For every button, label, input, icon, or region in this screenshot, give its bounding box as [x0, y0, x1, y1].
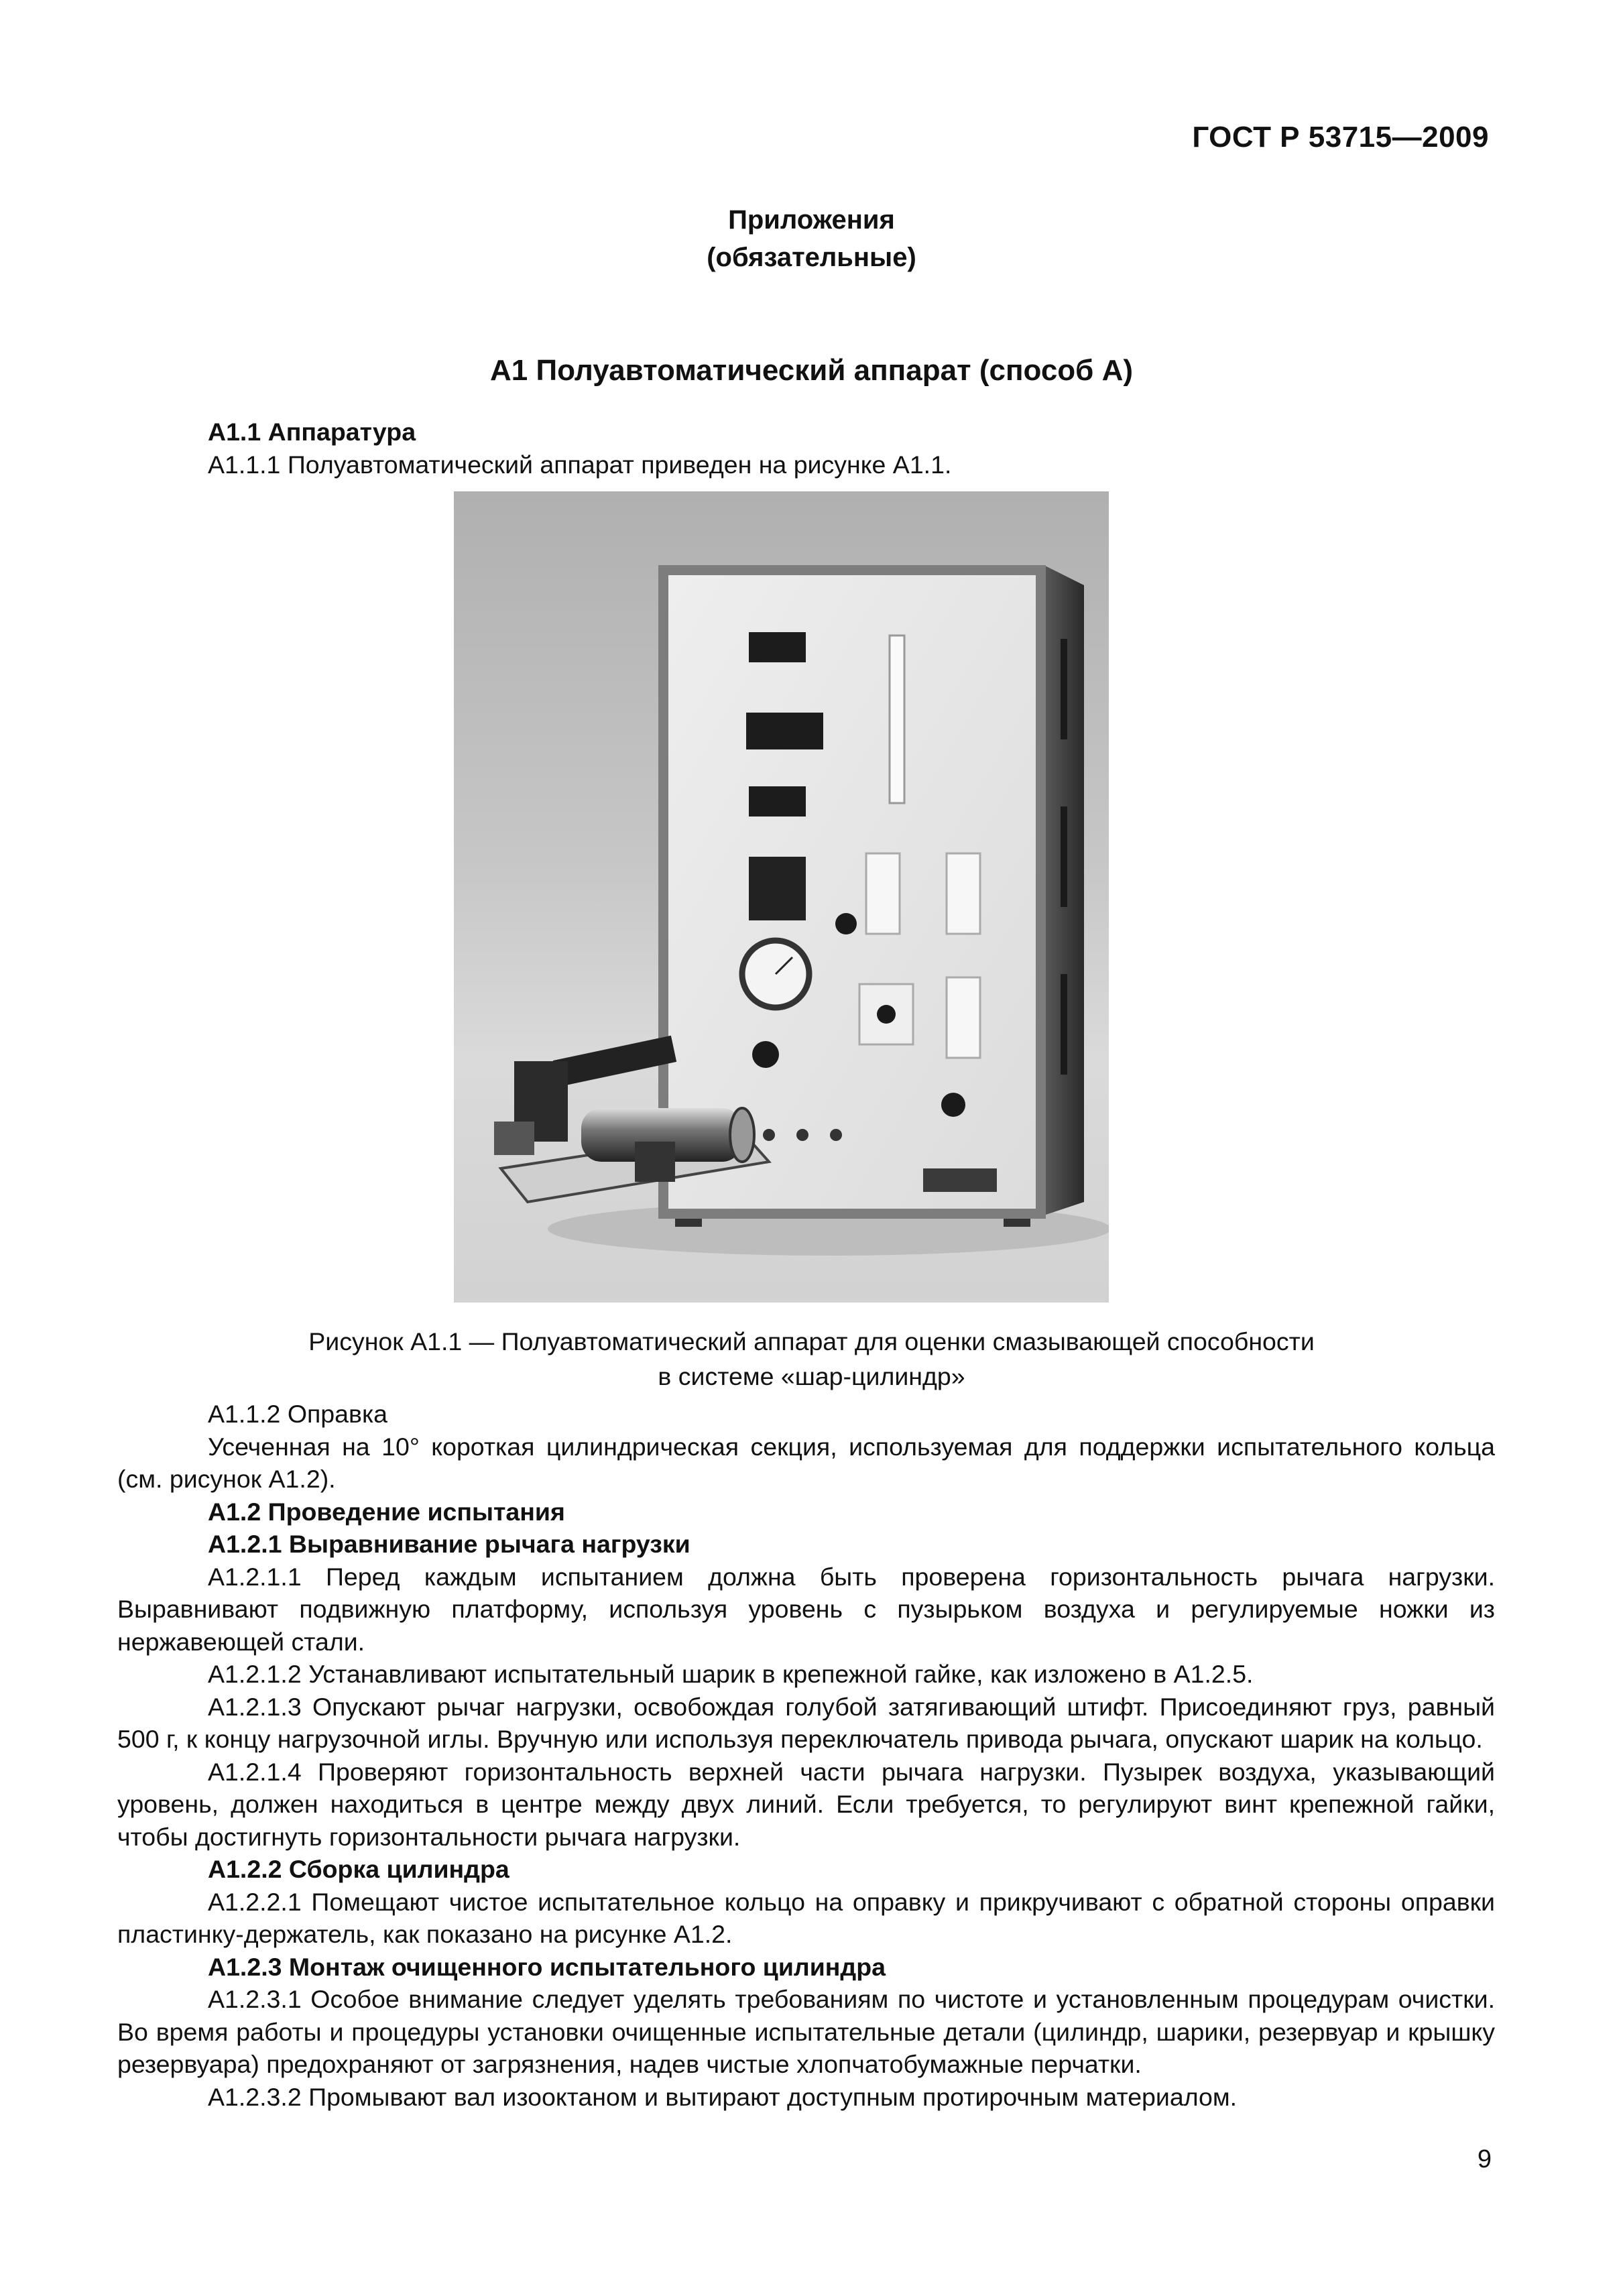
cabinet-foot — [675, 1219, 702, 1227]
display-middle — [746, 713, 823, 749]
selector-knob — [877, 1005, 896, 1024]
paragraph: А1.2.1.2 Устанавливают испытательный шарик в крепежной гайке, как изложено в А1.2.5. — [208, 1660, 1254, 1688]
paragraph: А1.2.2.1 Помещают чистое испытательное кольцо на оправку и прикручивают с обратной стороны оправки пластинку-держатель, как показано на рисунке А1.2. — [117, 1887, 1495, 1948]
controller-unit — [749, 857, 806, 920]
toggle-switch — [763, 1129, 775, 1141]
appendix-heading — [0, 201, 1623, 276]
load-weight — [494, 1122, 534, 1155]
figure-caption-line1: Рисунок А1.1 — Полуавтоматический аппарат для оценки смазывающей способности — [308, 1327, 1315, 1355]
intro-block — [117, 416, 1495, 481]
display-top — [749, 632, 806, 662]
figure-caption — [0, 1324, 1623, 1394]
intro-heading: А1.1 Аппаратура — [208, 418, 416, 446]
cylinder-end — [730, 1108, 754, 1162]
control-knob — [941, 1093, 965, 1117]
paragraph: Усеченная на 10° короткая цилиндрическая секция, используемая для поддержки испытательного кольца (см. рисунок А1.2). — [117, 1432, 1495, 1493]
flowmeter-tall — [890, 636, 904, 803]
paragraph: А1.1.2 Оправка — [208, 1400, 388, 1428]
flowmeter — [947, 977, 980, 1058]
paragraph: А1.2.1.1 Перед каждым испытанием должна быть проверена горизонтальность рычага нагрузки. Выравнивают подвижную платформу, используя уровень с пузырьком воздуха и регулируемые ножки из нержавеющей стали. — [117, 1562, 1495, 1656]
paragraph: А1.2.3.2 Промывают вал изооктаном и вытирают доступным протирочным материалом. — [208, 2082, 1238, 2111]
toggle-switch — [830, 1129, 842, 1141]
control-knob — [752, 1041, 779, 1068]
apparatus-illustration — [454, 491, 1109, 1303]
appendix-title: Приложения — [728, 205, 895, 235]
apparatus-photo — [454, 491, 1109, 1303]
subsection-heading: А1.2.1 Выравнивание рычага нагрузки — [208, 1530, 690, 1558]
control-knob — [835, 913, 857, 934]
subsection-heading: А1.2.2 Сборка цилиндра — [208, 1855, 509, 1883]
paragraph: А1.2.1.4 Проверяют горизонтальность верхней части рычага нагрузки. Пузырек воздуха, указывающий уровень, должен находиться в центре между двух линий. Если требуется, то регулируют винт крепежной гайки, чтобы достигнуть горизонтальности рычага нагрузки. — [117, 1757, 1495, 1851]
subsection-heading: А1.2.3 Монтаж очищенного испытательного цилиндра — [208, 1952, 886, 1981]
side-vent — [1061, 639, 1067, 739]
toggle-switch — [796, 1129, 808, 1141]
flowmeter — [947, 853, 980, 934]
flowmeter — [866, 853, 900, 934]
maker-plate — [923, 1168, 997, 1192]
side-vent — [1061, 974, 1067, 1075]
load-arm — [553, 1036, 676, 1087]
figure-caption-line2: в системе «шар-цилиндр» — [658, 1362, 965, 1390]
paragraph: А1.2.1.3 Опускают рычаг нагрузки, освобождая голубой затягивающий штифт. Присоединяют груз, равный 500 г, к концу нагрузочной иглы. Вручную или используя переключатель привода рычага, опускают шарик на кольцо. — [117, 1692, 1495, 1753]
subsection-heading: А1.2 Проведение испытания — [208, 1497, 565, 1526]
motor-block — [635, 1142, 675, 1182]
page-number: 9 — [1477, 2145, 1492, 2173]
display-small — [749, 786, 806, 817]
cabinet-foot — [1004, 1219, 1030, 1227]
intro-line: А1.1.1 Полуавтоматический аппарат приведен на рисунке А1.1. — [208, 450, 952, 479]
section-title: А1 Полуавтоматический аппарат (способ А) — [489, 354, 1134, 387]
body-text — [117, 1398, 1495, 2113]
paragraph: А1.2.3.1 Особое внимание следует уделять требованиям по чистоте и установленным процедурам очистки. Во время работы и процедуры установки очищенные испытательные детали (цилиндр, шарики, резервуар и крышку резервуара) предохраняют от загрязнения, надев чистые хлопчатобумажные перчатки. — [117, 1985, 1495, 2078]
side-vent — [1061, 806, 1067, 907]
appendix-subtitle: (обязательные) — [707, 243, 916, 272]
document-header-id: ГОСТ Р 53715—2009 — [1192, 121, 1489, 154]
